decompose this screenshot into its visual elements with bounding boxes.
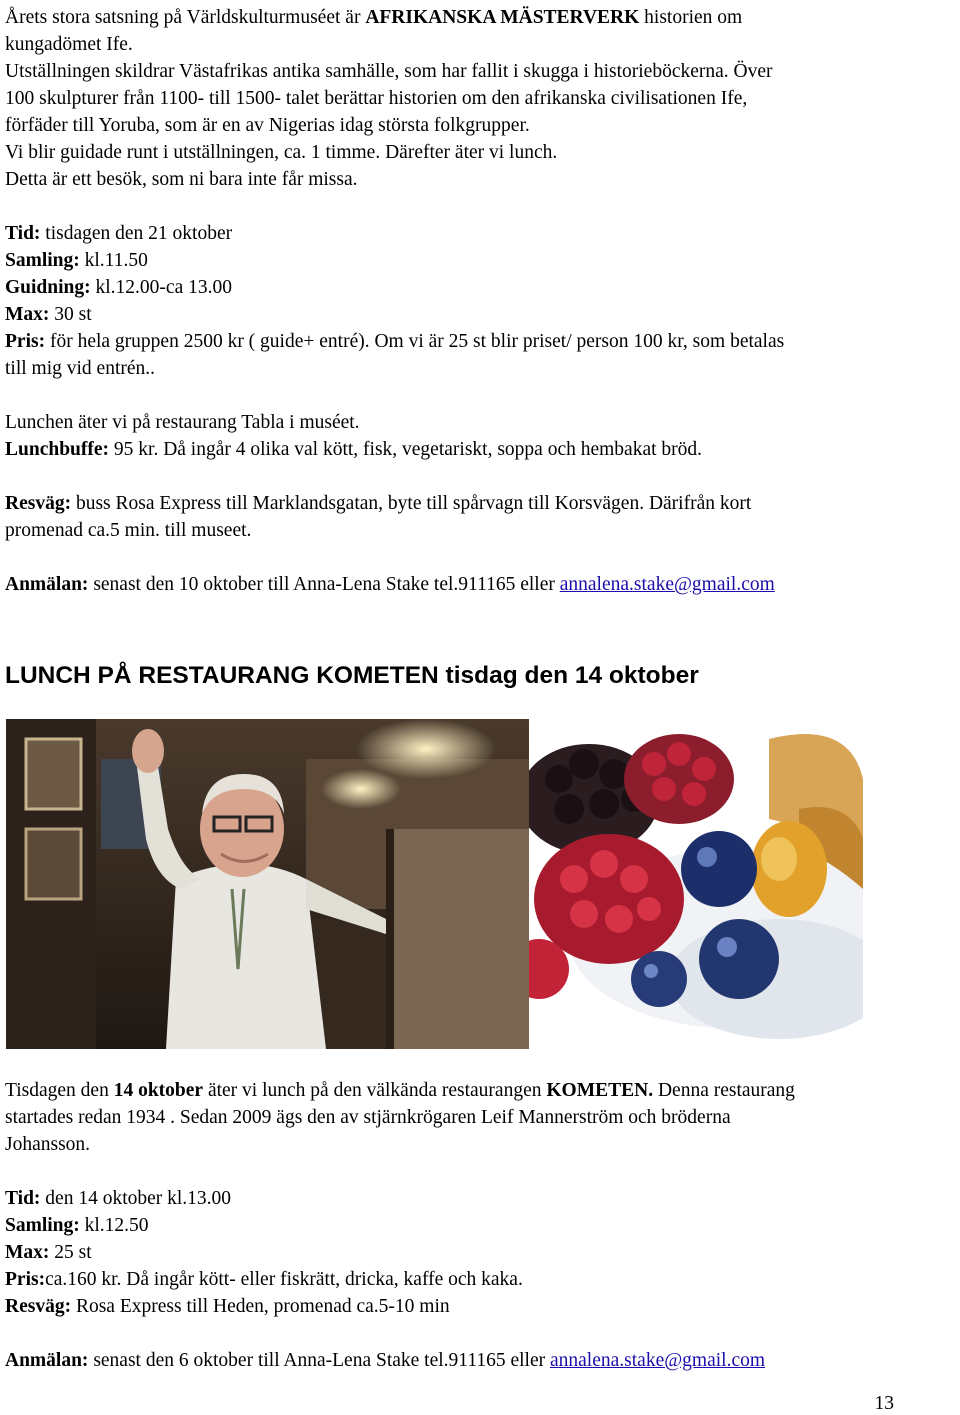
samling-line-2: Samling: kl.12.50 [5, 1215, 149, 1236]
chef-image [6, 719, 530, 1049]
max-line: Max: 30 st [5, 304, 92, 325]
anmalan-line: Anmälan: senast den 10 oktober till Anna-Lena Stake tel.911165 eller annalena.stake@gmail.com [5, 574, 775, 595]
berries-image [529, 719, 863, 1049]
resvag-line: Resväg: buss Rosa Express till Marklandsgatan, byte till spårvagn till Korsvägen. Därifrån kort [5, 493, 752, 514]
tid-line: Tid: tisdagen den 21 oktober [5, 223, 233, 244]
section-kometen [5, 1077, 955, 1374]
intro-line-3: Utställningen skildrar Västafrikas antika samhälle, som har fallit i skugga i historieböckerna. Över [5, 61, 773, 82]
guidning-line: Guidning: kl.12.00-ca 13.00 [5, 277, 232, 298]
section-afrikanska [5, 4, 955, 598]
email-link[interactable]: annalena.stake@gmail.com [559, 574, 775, 595]
intro-line-1: Årets stora satsning på Världskulturmuséet är AFRIKANSKA MÄSTERVERK historien om [5, 7, 743, 28]
chef-photo [6, 719, 530, 1049]
samling-line: Samling: kl.11.50 [5, 250, 148, 271]
pris-line: Pris: för hela gruppen 2500 kr ( guide+ entré). Om vi är 25 st blir priset/ person 100 kr, som betalas [5, 331, 785, 352]
email-link-2[interactable]: annalena.stake@gmail.com [550, 1350, 766, 1371]
page-number: 13 [874, 1393, 894, 1414]
kometen-para-line-2: startades redan 1934 . Sedan 2009 ägs den av stjärnkrögaren Leif Mannerström och bröderna [5, 1107, 731, 1128]
intro-line-5: förfäder till Yoruba, som är en av Nigerias idag största folkgrupper. [5, 115, 530, 136]
lunch-line: Lunchen äter vi på restaurang Tabla i muséet. [5, 412, 360, 433]
intro-line-7: Detta är ett besök, som ni bara inte får missa. [5, 169, 358, 190]
pris-line-2: till mig vid entrén.. [5, 358, 156, 379]
intro-line-6: Vi blir guidade runt i utställningen, ca. 1 timme. Därefter äter vi lunch. [5, 142, 558, 163]
resvag-line-3: Resväg: Rosa Express till Heden, promenad ca.5-10 min [5, 1296, 450, 1317]
pris-line-3: Pris:ca.160 kr. Då ingår kött- eller fiskrätt, dricka, kaffe och kaka. [5, 1269, 523, 1290]
intro-line-4: 100 skulpturer från 1100- till 1500- talet berättar historien om den afrikanska civilisationen Ife, [5, 88, 748, 109]
max-line-2: Max: 25 st [5, 1242, 92, 1263]
resvag-line-2: promenad ca.5 min. till museet. [5, 520, 252, 541]
kometen-para-line-1: Tisdagen den 14 oktober äter vi lunch på den välkända restaurangen KOMETEN. Denna restaurang [5, 1080, 795, 1101]
anmalan-line-2: Anmälan: senast den 6 oktober till Anna-Lena Stake tel.911165 eller annalena.stake@gmail.com [5, 1350, 766, 1371]
lunchbuffe-line: Lunchbuffe: 95 kr. Då ingår 4 olika val kött, fisk, vegetariskt, soppa och hembakat bröd. [5, 439, 703, 460]
intro-line-2: kungadömet Ife. [5, 34, 133, 55]
berries-photo [529, 719, 863, 1049]
kometen-para-line-3: Johansson. [5, 1134, 91, 1155]
lunch-heading: LUNCH PÅ RESTAURANG KOMETEN tisdag den 14 oktober [5, 662, 699, 689]
tid-line-2: Tid: den 14 oktober kl.13.00 [5, 1188, 232, 1209]
